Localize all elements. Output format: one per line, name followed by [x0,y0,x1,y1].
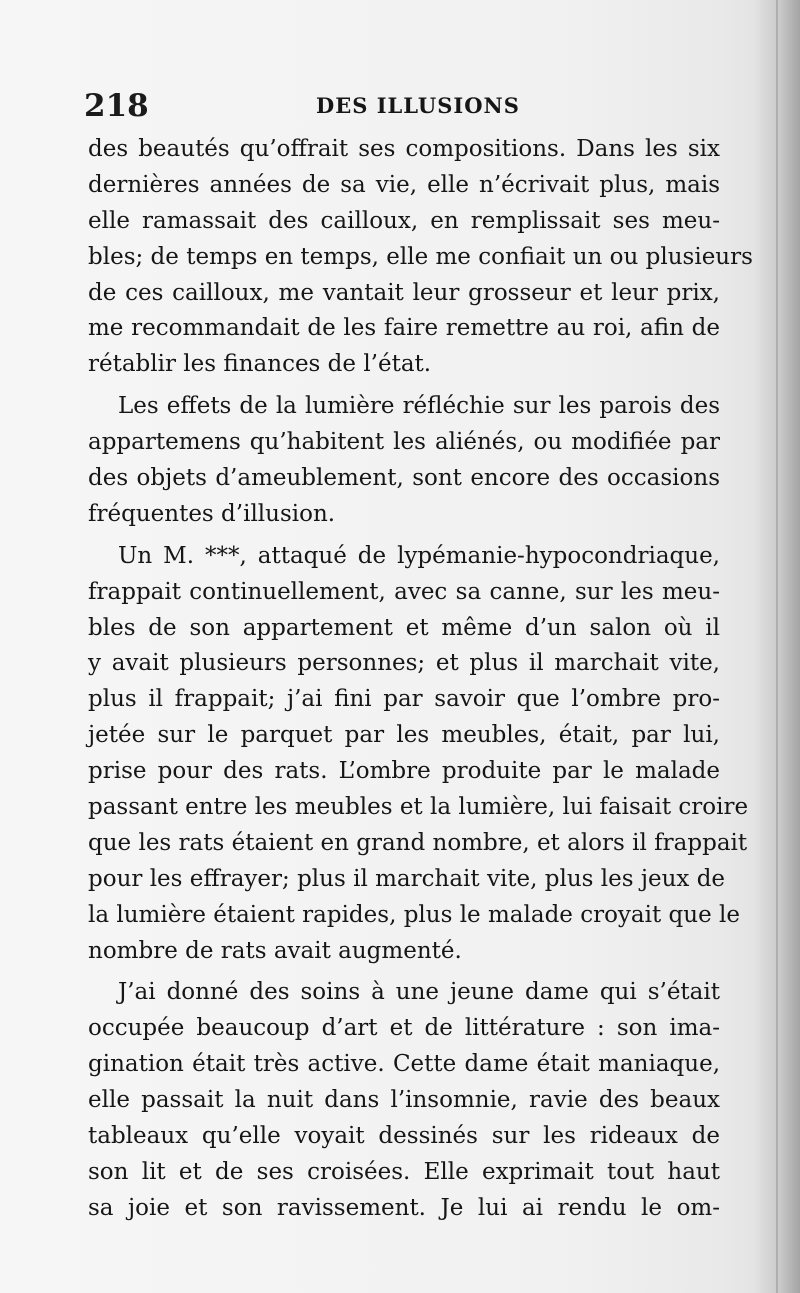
text-line: me recommandait de les faire remettre au roi, afin de [88,315,720,342]
text-line: plus il frappait; j’ai fini par savoir que l’ombre pro- [88,686,720,713]
text-line: Un M. ***, attaqué de lypémanie-hypocondriaque, [118,542,720,569]
text-line: bles de son appartement et même d’un salon où il [88,614,720,641]
text-line: nombre de rats avait augmenté. [88,937,462,964]
text-line: de ces cailloux, me vantait leur grosseur et leur prix, [88,279,720,306]
text-line: que les rats étaient en grand nombre, et alors il frappait [88,829,748,856]
text-line: Les effets de la lumière réfléchie sur les parois des [118,393,720,420]
body-text [88,132,753,1227]
paragraph [88,389,720,533]
text-line: rétablir les finances de l’état. [88,351,432,378]
text-line: y avait plusieurs personnes; et plus il marchait vite, [88,650,720,677]
paragraph [88,975,720,1226]
text-line: son lit et de ses croisées. Elle exprimait tout haut [88,1158,720,1185]
text-line: bles; de temps en temps, elle me confiait un ou plusieurs [88,243,753,270]
text-line: la lumière étaient rapides, plus le malade croyait que le [88,901,740,928]
text-line: sa joie et son ravissement. Je lui ai rendu le om- [88,1194,720,1221]
running-head: DES ILLUSIONS [316,93,520,118]
text-line: des objets d’ameublement, sont encore des occasions [88,465,720,492]
page-fold-line [776,0,778,1293]
text-line: pour les effrayer; plus il marchait vite, plus les jeux de [88,865,726,892]
text-line: jetée sur le parquet par les meubles, était, par lui, [88,722,720,749]
page-header [84,84,720,128]
text-line: des beautés qu’offrait ses compositions. Dans les six [88,136,720,162]
text-line: dernières années de sa vie, elle n’écrivait plus, mais [88,171,720,198]
text-line: frappait continuellement, avec sa canne, sur les meu- [88,578,720,605]
text-line: fréquentes d’illusion. [88,500,336,527]
text-line: tableaux qu’elle voyait dessinés sur les rideaux de [88,1123,720,1150]
paragraph [88,132,753,383]
text-line: elle ramassait des cailloux, en remplissait ses meu- [88,207,720,234]
text-line: passant entre les meubles et la lumière, lui faisait croire [88,794,749,821]
text-line: elle passait la nuit dans l’insomnie, ravie des beaux [88,1087,720,1114]
text-line: gination était très active. Cette dame était maniaque, [88,1051,720,1078]
paragraph [88,539,749,970]
text-line: J’ai donné des soins à une jeune dame qui s’était [118,979,720,1006]
text-line: occupée beaucoup d’art et de littérature : son ima- [88,1015,720,1042]
page-number: 218 [84,88,149,124]
text-line: prise pour des rats. L’ombre produite par le malade [88,758,720,785]
text-line: appartemens qu’habitent les aliénés, ou modifiée par [88,429,720,456]
